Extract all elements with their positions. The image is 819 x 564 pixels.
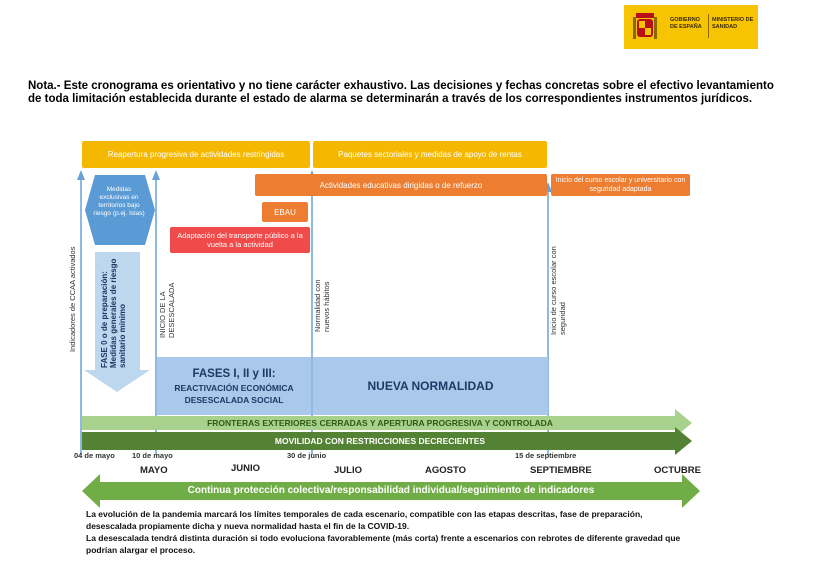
date-30-junio: 30 de junio [287, 451, 327, 460]
logo-gobierno-text: GOBIERNO DE ESPAÑA [670, 17, 702, 30]
footer-notes [86, 508, 686, 556]
reapertura-box: Reapertura progresiva de actividades restringidas [82, 141, 310, 168]
inicio-curso-seguridad-label: Inicio de curso escolar con seguridad [549, 246, 567, 335]
ebau-box: EBAU [262, 202, 308, 222]
footer-line-1: La evolución de la pandemia marcará los límites temporales de cada escenario, compatible con las etapas descritas, fase de preparación, desescalada propiamente dicha y nueva normalidad hasta el fin de la COVID-19. [86, 509, 643, 531]
date-10-mayo: 10 de mayo [132, 451, 173, 460]
fases-box [157, 357, 311, 415]
footer-line-2: La desescalada tendrá distinta duración si todo evoluciona favorablemente (más corta) frente a escenarios con rebrotes de diferente gravedad que podrían alargar el proceso. [86, 533, 681, 555]
fases-title: FASES I, II y III: [192, 367, 276, 380]
fases-sub1: REACTIVACIÓN ECONÓMICA [174, 382, 294, 393]
fase0-text: FASE 0 o de preparación: Medidas generales de riesgo sanitario mínimo [100, 258, 127, 368]
inicio-desescalada-label: INICIO DE LA DESESCALADA [158, 282, 176, 338]
month-julio: JULIO [334, 465, 362, 476]
month-agosto: AGOSTO [425, 465, 466, 476]
month-mayo: MAYO [140, 465, 168, 476]
fases-sub2: DESESCALADA SOCIAL [184, 394, 284, 405]
month-junio: JUNIO [231, 463, 261, 474]
medidas-exclusivas-text: Medidas exclusivas en territorios bajo riesgo (p.ej. Islas) [93, 186, 145, 217]
month-octubre: OCTUBRE [654, 465, 701, 476]
nueva-normalidad-box [313, 357, 548, 415]
month-septiembre: SEPTIEMBRE [530, 465, 592, 476]
continua-text: Continua protección colectiva/responsabilidad individual/seguimiento de indicadores [187, 485, 595, 496]
transporte-box: Adaptación del transporte público a la vuelta a la actividad [170, 227, 310, 253]
disclaimer-note: Nota.- Este cronograma es orientativo y no tiene carácter exhaustivo. Las decisiones y fechas concretas sobre el efectivo levantamiento de toda limitación establecida durante el estado de alarma se determinarán a través de los correspondientes instrumentos jurídicos. [28, 80, 774, 105]
paquetes-box: Paquetes sectoriales y medidas de apoyo de rentas [313, 141, 547, 168]
indicadores-label: Indicadores de CCAA activados [68, 246, 77, 352]
movilidad-text: MOVILIDAD CON RESTRICCIONES DECRECIENTES [274, 436, 486, 446]
inicio-curso-box: Inicio del curso escolar y universitario con seguridad adaptada [551, 174, 690, 196]
logo-ministerio-text: MINISTERIO DE SANIDAD [712, 17, 754, 30]
actividades-educativas-box: Actividades educativas dirigidas o de refuerzo [255, 174, 547, 196]
normalidad-label: Normalidad con nuevos hábitos [313, 279, 331, 332]
fronteras-text: FRONTERAS EXTERIORES CERRADAS Y APERTURA PROGRESIVA Y CONTROLADA [207, 418, 553, 428]
nueva-normalidad-title: NUEVA NORMALIDAD [367, 379, 494, 393]
date-15-septiembre: 15 de septiembre [515, 451, 577, 460]
date-04-mayo: 04 de mayo [74, 451, 115, 460]
